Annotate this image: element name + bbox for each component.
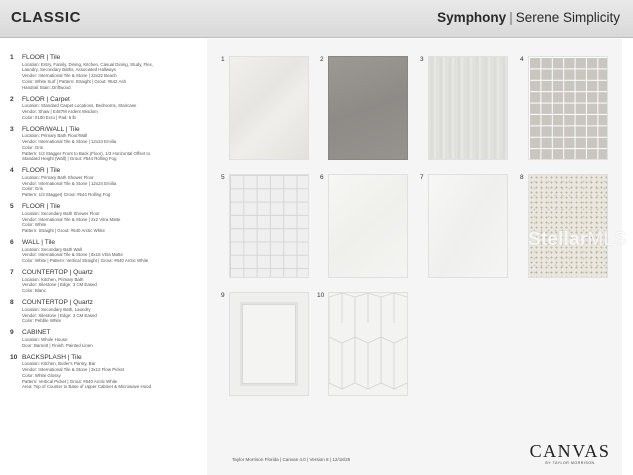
selection-item xyxy=(10,329,202,348)
selection-detail: Color: White Surf | Pattern: Straight | Grout: #642 Ash xyxy=(22,78,127,84)
brand-name: CANVAS xyxy=(529,441,611,461)
selection-detail: Location: Standard Carpet Locations, Bedrooms, Staircase xyxy=(22,103,137,109)
selection-heading xyxy=(10,329,202,337)
selection-title: FLOOR | Tile xyxy=(22,54,61,61)
selection-detail: Vendor: Silestone | Edge: 3 CM Eased xyxy=(22,312,97,318)
selection-title: COUNTERTOP | Quartz xyxy=(22,299,93,307)
selection-detail: Pattern: Vertical Picket | Grout: #640 Arctic White xyxy=(22,378,118,384)
selection-detail: Color: White | Pattern: Vertical Straight | Grout: #640 Arctic White xyxy=(22,258,149,264)
selection-heading xyxy=(10,126,202,134)
selection-item xyxy=(10,269,202,294)
selection-heading xyxy=(10,354,202,362)
cabinet-door-panel xyxy=(240,302,298,386)
swatch-number: 8 xyxy=(520,174,524,181)
selection-detail: Location: Whole House xyxy=(22,336,68,342)
selection-title: FLOOR | Carpet xyxy=(22,95,70,103)
selection-title: CABINET xyxy=(22,329,51,337)
selection-heading xyxy=(10,54,202,62)
header-bar xyxy=(0,0,633,38)
selection-heading xyxy=(10,269,202,277)
selection-detail: Location: Secondary Bath Shower Floor xyxy=(22,210,100,216)
selection-title: FLOOR | Tile xyxy=(22,203,61,211)
selection-detail: Vendor: Shaw | E487M Ardent Wisdom xyxy=(22,109,98,115)
selection-detail: Color: Gris xyxy=(22,186,43,192)
selection-detail: Vendor: International Tile & Stone | 12x24 Emilia xyxy=(22,139,117,145)
selection-number: 9 xyxy=(10,329,14,337)
swatch-10-backsplash-tile xyxy=(328,292,408,396)
swatch-8-quartz xyxy=(528,174,608,278)
selection-detail: Laundry, Secondary Baths, Associated Hallways xyxy=(22,67,116,73)
selection-number: 6 xyxy=(10,238,14,246)
collection-tagline xyxy=(437,10,620,25)
swatch-4-shower-floor-tile xyxy=(528,56,608,160)
selection-title: WALL | Tile xyxy=(22,238,56,246)
swatch-number: 3 xyxy=(420,56,424,63)
selection-detail: Color: Blanc xyxy=(22,288,46,294)
selection-detail: Vendor: International Tile & Stone | 8x16 Vitra Matte xyxy=(22,252,123,258)
selections-list xyxy=(0,39,206,475)
swatch-number: 6 xyxy=(320,174,324,181)
selection-detail: Location: Kitchen, Butler's Pantry, Bar xyxy=(22,361,96,367)
selection-detail: Location: Kitchen, Primary Bath xyxy=(22,276,84,282)
selection-detail: Door: Barnett | Finish: Painted Linen xyxy=(22,342,93,348)
selection-number: 3 xyxy=(10,125,14,133)
selection-item xyxy=(10,96,202,121)
swatch-panel xyxy=(207,39,622,475)
selection-heading xyxy=(10,299,202,307)
selection-detail: Vendor: Silestone | Edge: 3 CM Eased xyxy=(22,282,97,288)
selection-detail: Color: White xyxy=(22,222,47,228)
selection-title: COUNTERTOP | Quartz xyxy=(22,268,93,276)
watermark-light: MLS xyxy=(587,229,628,250)
swatch-5-shower-floor-tile xyxy=(229,174,309,278)
selection-detail: Pattern: 1/3 Stagger| Grout: #544 Rolling Fog xyxy=(22,192,111,198)
collection-title: CLASSIC xyxy=(11,9,82,26)
swatch-number: 10 xyxy=(317,292,325,299)
picket-tile-pattern xyxy=(329,293,407,395)
watermark-bold: Stellar xyxy=(528,229,588,250)
selection-detail: Handrail Stain: Driftwood xyxy=(22,84,71,90)
swatch-9-cabinet xyxy=(229,292,309,396)
selection-heading xyxy=(10,203,202,211)
selection-title: FLOOR | Tile xyxy=(22,167,61,175)
selection-detail: Location: Primary Bath Floor/Wall xyxy=(22,133,88,139)
swatch-number: 5 xyxy=(221,174,225,181)
selection-title: BACKSPLASH | Tile xyxy=(22,353,82,361)
selection-number: 7 xyxy=(10,268,14,276)
selection-detail: Color: 0100 Ecru | Pad: 6 lb xyxy=(22,114,76,120)
tagline-light: Serene Simplicity xyxy=(515,10,620,25)
selection-number: 5 xyxy=(10,203,14,211)
selection-detail: Location: Primary Bath Shower Floor xyxy=(22,174,94,180)
selection-heading xyxy=(10,239,202,247)
selection-title: FLOOR/WALL | Tile xyxy=(22,125,80,133)
selection-number: 10 xyxy=(10,353,18,361)
selection-item xyxy=(10,299,202,324)
selection-item xyxy=(10,203,202,234)
selection-number: 1 xyxy=(10,54,14,61)
selection-item xyxy=(10,54,202,90)
swatch-number: 4 xyxy=(520,56,524,63)
tagline-bold: Symphony xyxy=(437,10,507,25)
swatch-number: 1 xyxy=(221,56,225,63)
swatch-number: 2 xyxy=(320,56,324,63)
brand-subtitle: BY TAYLOR MORRISON xyxy=(545,461,595,465)
selection-heading xyxy=(10,96,202,104)
selection-detail: Standard Height (Wall) | Grout: #544 Rolling Fog xyxy=(22,156,117,162)
swatch-7-quartz xyxy=(428,174,508,278)
selection-detail: Vendor: International Tile & Stone | 2x2 Vitra Matte xyxy=(22,216,121,222)
selection-number: 4 xyxy=(10,167,14,175)
selection-detail: Vendor: International Tile & Stone | 12x24 Emilia xyxy=(22,180,117,186)
swatch-2-carpet xyxy=(328,56,408,160)
selection-detail: Pattern: 1/3 Stagger Front to Back (Floor), 1/3 Horizontal Offset to xyxy=(22,150,151,156)
selection-item xyxy=(10,239,202,264)
selection-detail: Vendor: International Tile & Stone | 3x12 Flow Picket xyxy=(22,367,125,373)
selection-detail: Location: Secondary Bath Wall xyxy=(22,246,82,252)
selection-item xyxy=(10,354,202,390)
selection-detail: Location: Secondary Bath, Laundry xyxy=(22,306,91,312)
selection-detail: Color: Gris xyxy=(22,144,43,150)
swatch-number: 7 xyxy=(420,174,424,181)
selection-number: 2 xyxy=(10,95,14,103)
swatch-number: 9 xyxy=(221,292,225,299)
selection-detail: Vendor: International Tile & Stone | 22x22 Beach xyxy=(22,73,117,79)
selection-number: 8 xyxy=(10,299,14,307)
swatch-3-floor-wall-tile xyxy=(428,56,508,160)
footer-note: Taylor Morrison Florida | Canvas 4.0 | Version 8 | 12/18/25 xyxy=(232,457,351,462)
swatch-1-floor-tile xyxy=(229,56,309,160)
selection-heading xyxy=(10,167,202,175)
selection-detail: Pattern: Straight | Grout: #640 Arctic White xyxy=(22,227,105,233)
selection-detail: Area: Top of Counter to Base of Upper Cabinet & Microwave Hood xyxy=(22,384,152,390)
swatch-6-wall-tile xyxy=(328,174,408,278)
selection-item xyxy=(10,167,202,198)
selection-detail: Color: Pebble White xyxy=(22,318,62,324)
selection-detail: Color: White Glossy xyxy=(22,372,61,378)
tagline-separator: | xyxy=(509,10,513,25)
brand-logo xyxy=(529,441,611,469)
selection-detail: Location: Entry, Family, Dining, Kitchen, Casual Dining, Study, Flex, xyxy=(22,61,154,67)
selection-item xyxy=(10,126,202,162)
watermark xyxy=(528,229,627,251)
